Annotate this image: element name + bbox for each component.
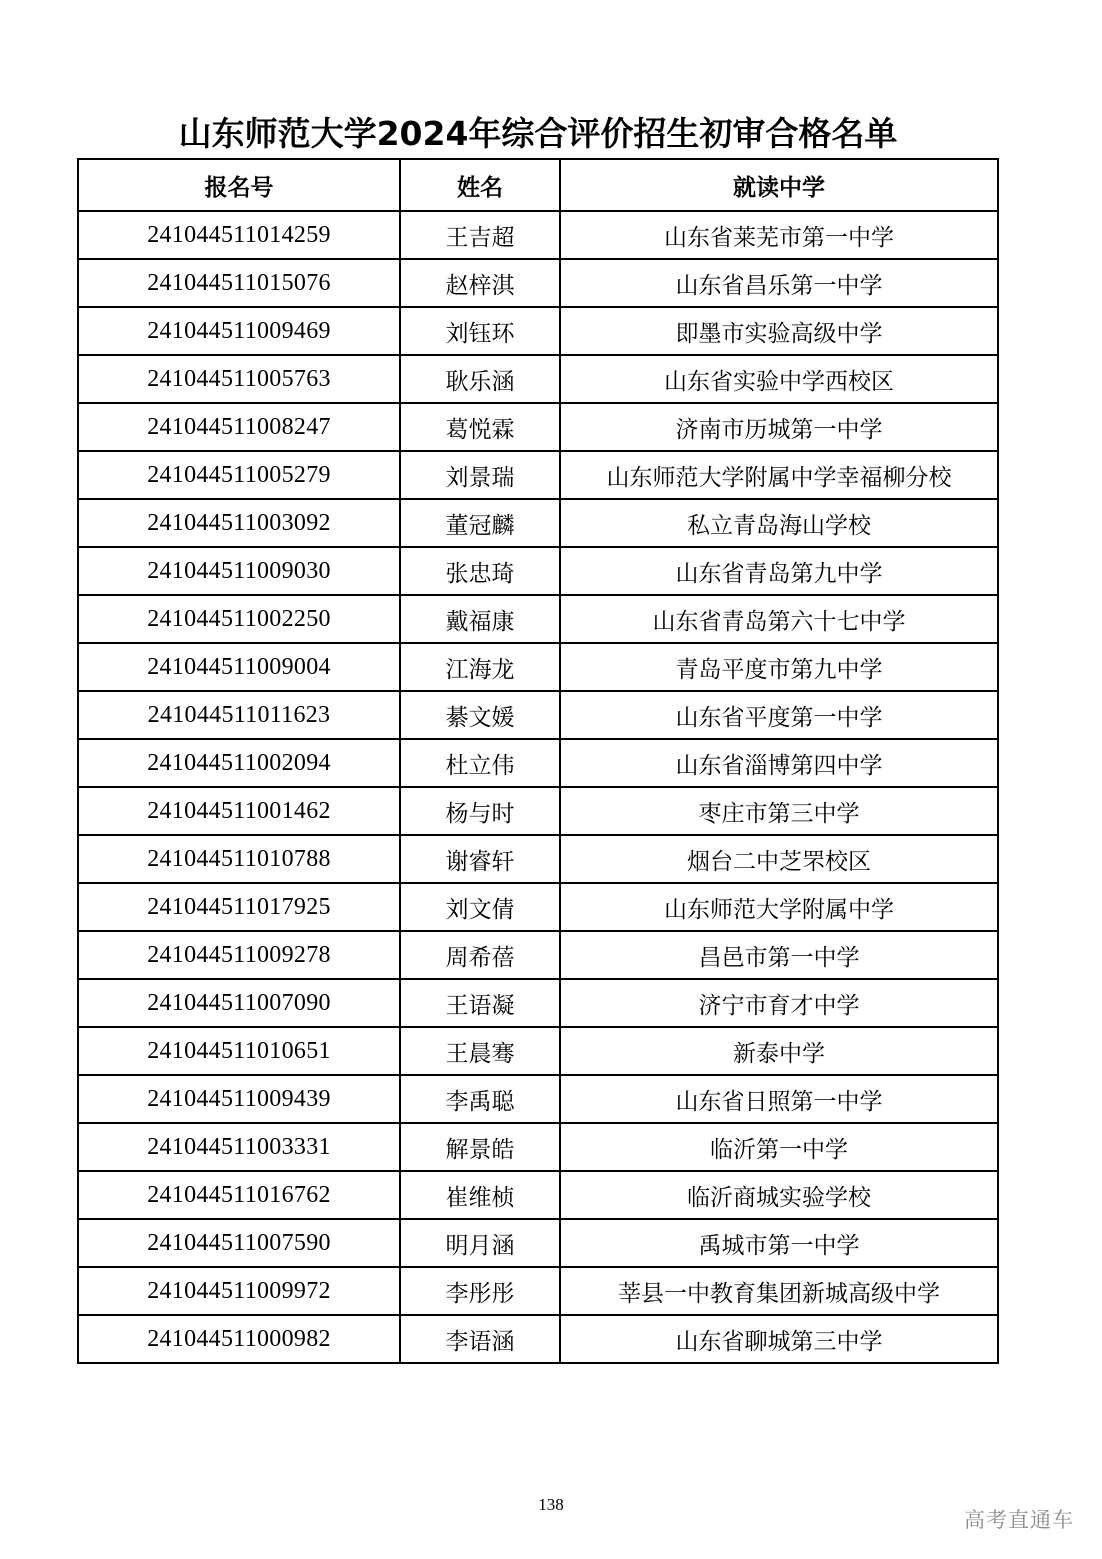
school-cell: 青岛平度市第九中学: [560, 643, 998, 691]
table-row: [78, 931, 998, 979]
school-cell: 烟台二中芝罘校区: [560, 835, 998, 883]
watermark: 高考直通车: [964, 1508, 1074, 1532]
table-row: [78, 1171, 998, 1219]
header-registration-number: 报名号: [78, 159, 400, 211]
table-row: [78, 1219, 998, 1267]
student-name-cell: 杜立伟: [400, 739, 560, 787]
school-cell: 山东省聊城第三中学: [560, 1315, 998, 1363]
student-name-cell: 解景皓: [400, 1123, 560, 1171]
school-cell: 临沂第一中学: [560, 1123, 998, 1171]
school-cell: 山东师范大学附属中学幸福柳分校: [560, 451, 998, 499]
table-body: [78, 211, 998, 1363]
student-name-cell: 杨与时: [400, 787, 560, 835]
table-row: [78, 595, 998, 643]
table-row: [78, 259, 998, 307]
registration-number-cell: 241044511008247: [78, 403, 400, 451]
school-cell: 私立青岛海山学校: [560, 499, 998, 547]
registration-number-cell: 241044511009469: [78, 307, 400, 355]
table-row: [78, 499, 998, 547]
table-row: [78, 355, 998, 403]
registration-number-cell: 241044511002250: [78, 595, 400, 643]
student-name-cell: 刘钰环: [400, 307, 560, 355]
registration-number-cell: 241044511014259: [78, 211, 400, 259]
table-row: [78, 1027, 998, 1075]
student-name-cell: 张忠琦: [400, 547, 560, 595]
school-cell: 山东省青岛第九中学: [560, 547, 998, 595]
table-row: [78, 403, 998, 451]
admission-list-table: [77, 158, 999, 1364]
table-row: [78, 307, 998, 355]
school-cell: 禹城市第一中学: [560, 1219, 998, 1267]
school-cell: 新泰中学: [560, 1027, 998, 1075]
registration-number-cell: 241044511001462: [78, 787, 400, 835]
table-row: [78, 1267, 998, 1315]
registration-number-cell: 241044511003331: [78, 1123, 400, 1171]
student-name-cell: 戴福康: [400, 595, 560, 643]
registration-number-cell: 241044511005279: [78, 451, 400, 499]
school-cell: 莘县一中教育集团新城高级中学: [560, 1267, 998, 1315]
school-cell: 山东省淄博第四中学: [560, 739, 998, 787]
table-header: [78, 159, 998, 211]
school-cell: 昌邑市第一中学: [560, 931, 998, 979]
student-name-cell: 王吉超: [400, 211, 560, 259]
table-row: [78, 691, 998, 739]
student-name-cell: 谢睿轩: [400, 835, 560, 883]
school-cell: 济宁市育才中学: [560, 979, 998, 1027]
student-name-cell: 李语涵: [400, 1315, 560, 1363]
registration-number-cell: 241044511007090: [78, 979, 400, 1027]
school-cell: 枣庄市第三中学: [560, 787, 998, 835]
student-name-cell: 刘景瑞: [400, 451, 560, 499]
registration-number-cell: 241044511017925: [78, 883, 400, 931]
header-row: [78, 159, 998, 211]
school-cell: 山东师范大学附属中学: [560, 883, 998, 931]
table-row: [78, 787, 998, 835]
student-name-cell: 綦文媛: [400, 691, 560, 739]
registration-number-cell: 241044511010651: [78, 1027, 400, 1075]
registration-number-cell: 241044511000982: [78, 1315, 400, 1363]
table-row: [78, 211, 998, 259]
student-name-cell: 耿乐涵: [400, 355, 560, 403]
table-row: [78, 547, 998, 595]
table-row: [78, 1315, 998, 1363]
student-name-cell: 赵梓淇: [400, 259, 560, 307]
registration-number-cell: 241044511016762: [78, 1171, 400, 1219]
student-name-cell: 周希蓓: [400, 931, 560, 979]
registration-number-cell: 241044511005763: [78, 355, 400, 403]
registration-number-cell: 241044511003092: [78, 499, 400, 547]
school-cell: 即墨市实验高级中学: [560, 307, 998, 355]
registration-number-cell: 241044511009004: [78, 643, 400, 691]
table-row: [78, 835, 998, 883]
header-school: 就读中学: [560, 159, 998, 211]
registration-number-cell: 241044511009972: [78, 1267, 400, 1315]
registration-number-cell: 241044511009278: [78, 931, 400, 979]
registration-number-cell: 241044511009030: [78, 547, 400, 595]
table-row: [78, 1123, 998, 1171]
school-cell: 临沂商城实验学校: [560, 1171, 998, 1219]
registration-number-cell: 241044511002094: [78, 739, 400, 787]
registration-number-cell: 241044511009439: [78, 1075, 400, 1123]
registration-number-cell: 241044511010788: [78, 835, 400, 883]
school-cell: 山东省平度第一中学: [560, 691, 998, 739]
table-row: [78, 643, 998, 691]
table-row: [78, 739, 998, 787]
school-cell: 山东省日照第一中学: [560, 1075, 998, 1123]
registration-number-cell: 241044511015076: [78, 259, 400, 307]
page-title: 山东师范大学2024年综合评价招生初审合格名单: [178, 114, 898, 153]
student-name-cell: 董冠麟: [400, 499, 560, 547]
school-cell: 山东省青岛第六十七中学: [560, 595, 998, 643]
registration-number-cell: 241044511011623: [78, 691, 400, 739]
student-name-cell: 明月涵: [400, 1219, 560, 1267]
student-name-cell: 崔维桢: [400, 1171, 560, 1219]
table-row: [78, 883, 998, 931]
table-row: [78, 979, 998, 1027]
student-name-cell: 葛悦霖: [400, 403, 560, 451]
student-name-cell: 江海龙: [400, 643, 560, 691]
student-name-cell: 李彤彤: [400, 1267, 560, 1315]
registration-number-cell: 241044511007590: [78, 1219, 400, 1267]
page-number: 138: [538, 1495, 564, 1514]
school-cell: 山东省莱芜市第一中学: [560, 211, 998, 259]
student-name-cell: 刘文倩: [400, 883, 560, 931]
table-row: [78, 451, 998, 499]
header-name: 姓名: [400, 159, 560, 211]
school-cell: 山东省昌乐第一中学: [560, 259, 998, 307]
school-cell: 山东省实验中学西校区: [560, 355, 998, 403]
table-row: [78, 1075, 998, 1123]
school-cell: 济南市历城第一中学: [560, 403, 998, 451]
student-name-cell: 李禹聪: [400, 1075, 560, 1123]
student-name-cell: 王语凝: [400, 979, 560, 1027]
student-name-cell: 王晨骞: [400, 1027, 560, 1075]
